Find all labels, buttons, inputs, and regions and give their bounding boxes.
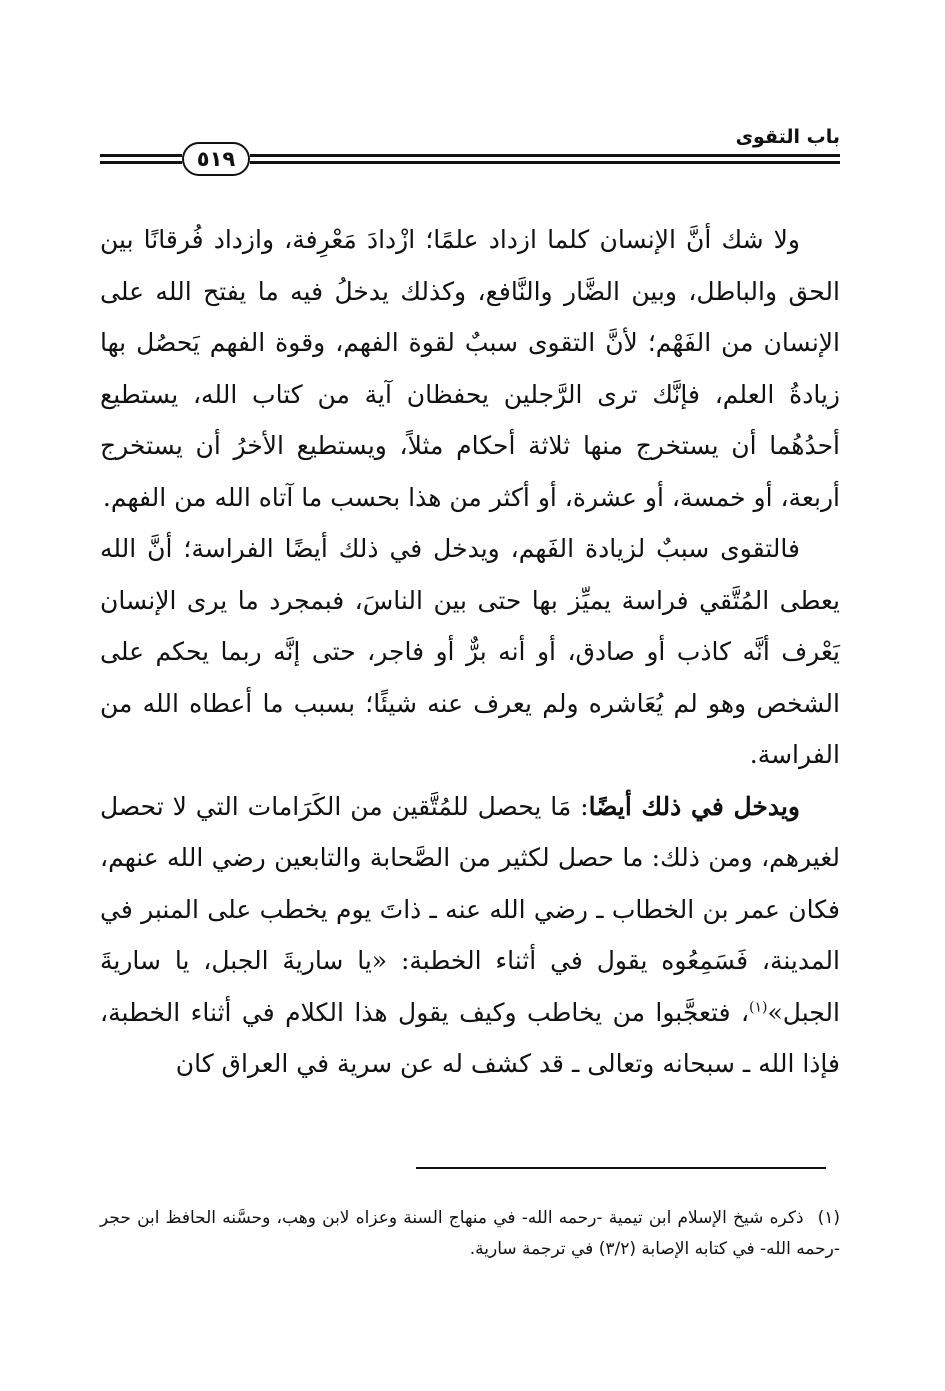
paragraph-3-lead: ويدخل في ذلك أيضًا — [588, 791, 800, 821]
footnote-reference[interactable]: (١) — [749, 999, 768, 1016]
paragraph-3-part-b: ، فتعجَّبوا من يخاطب وكيف يقول هذا الكلام في أثناء الخطبة، فإذا الله ـ سبحانه وتعالى ـ قد كشف له عن سرية في العراق كان — [100, 997, 840, 1078]
main-text — [100, 214, 840, 1090]
header-rule-right — [250, 154, 840, 164]
footnote-entry — [100, 1203, 840, 1265]
footnote — [100, 1203, 840, 1265]
footnote-text: ذكره شيخ الإسلام ابن تيمية -رحمه الله- في منهاج السنة وعزاه لابن وهب، وحسَّنه الحافظ ابن حجر -رحمه الله- في كتابه الإصابة (٣/٢) في ترجمة سارية. — [100, 1208, 840, 1259]
paragraph-3 — [100, 781, 840, 1090]
paragraph-2: فالتقوى سببٌ لزيادة الفَهم، ويدخل في ذلك أيضًا الفراسة؛ أنَّ الله يعطى المُتَّقي فراسة يميِّز بها حتى بين الناسَ، فبمجرد ما يرى الإنسان يَعْرف أنَّه كاذب أو صادق، أو أنه برٌّ أو فاجر، حتى إنَّه ربما يحكم على الشخص وهو لم يُعَاشره ولم يعرف عنه شيئًا؛ بسبب ما أعطاه الله من الفراسة. — [100, 534, 840, 769]
footnote-separator — [416, 1167, 826, 1169]
chapter-title: باب التقوى — [735, 126, 840, 148]
footnote-number: (١) — [817, 1208, 840, 1228]
page-number: ٥١٩ — [182, 142, 250, 176]
paragraph-3-part-a: : مَا يحصل للمُتَّقين من الكَرَامات التي لا تحصل لغيرهم، ومن ذلك: ما حصل لكثير من الصَّحابة والتابعين رضي الله عنهم، فكان عمر بن الخطاب ـ رضي الله عنه ـ ذاتَ يوم يخطب على المنبر في المدينة، فَسَمِعُوه يقول في أثناء الخطبة: «يا ساريةَ الجبل، يا ساريةَ الجبل» — [100, 791, 840, 1027]
header-rule-left — [100, 154, 182, 164]
page-header — [100, 118, 840, 178]
paragraph-1: ولا شك أنَّ الإنسان كلما ازداد علمًا؛ ازْدادَ مَعْرِفة، وازداد فُرقانًا بين الحق والباطل، وبين الضَّار والنَّافع، وكذلك يدخلُ فيه ما يفتح الله على الإنسان من الفَهْم؛ لأنَّ التقوى سببٌ لقوة الفهم، وقوة الفهم يَحصُل بها زيادةُ العلم، فإنَّك ترى الرَّجلين يحفظان آية من كتاب الله، يستطيع أحدُهُما أن يستخرج منها ثلاثة أحكام مثلاً، ويستطيع الأخرُ أن يستخرج أربعة، أو خمسة، أو عشرة، أو أكثر من هذا بحسب ما آتاه الله من الفهم. — [100, 225, 840, 512]
